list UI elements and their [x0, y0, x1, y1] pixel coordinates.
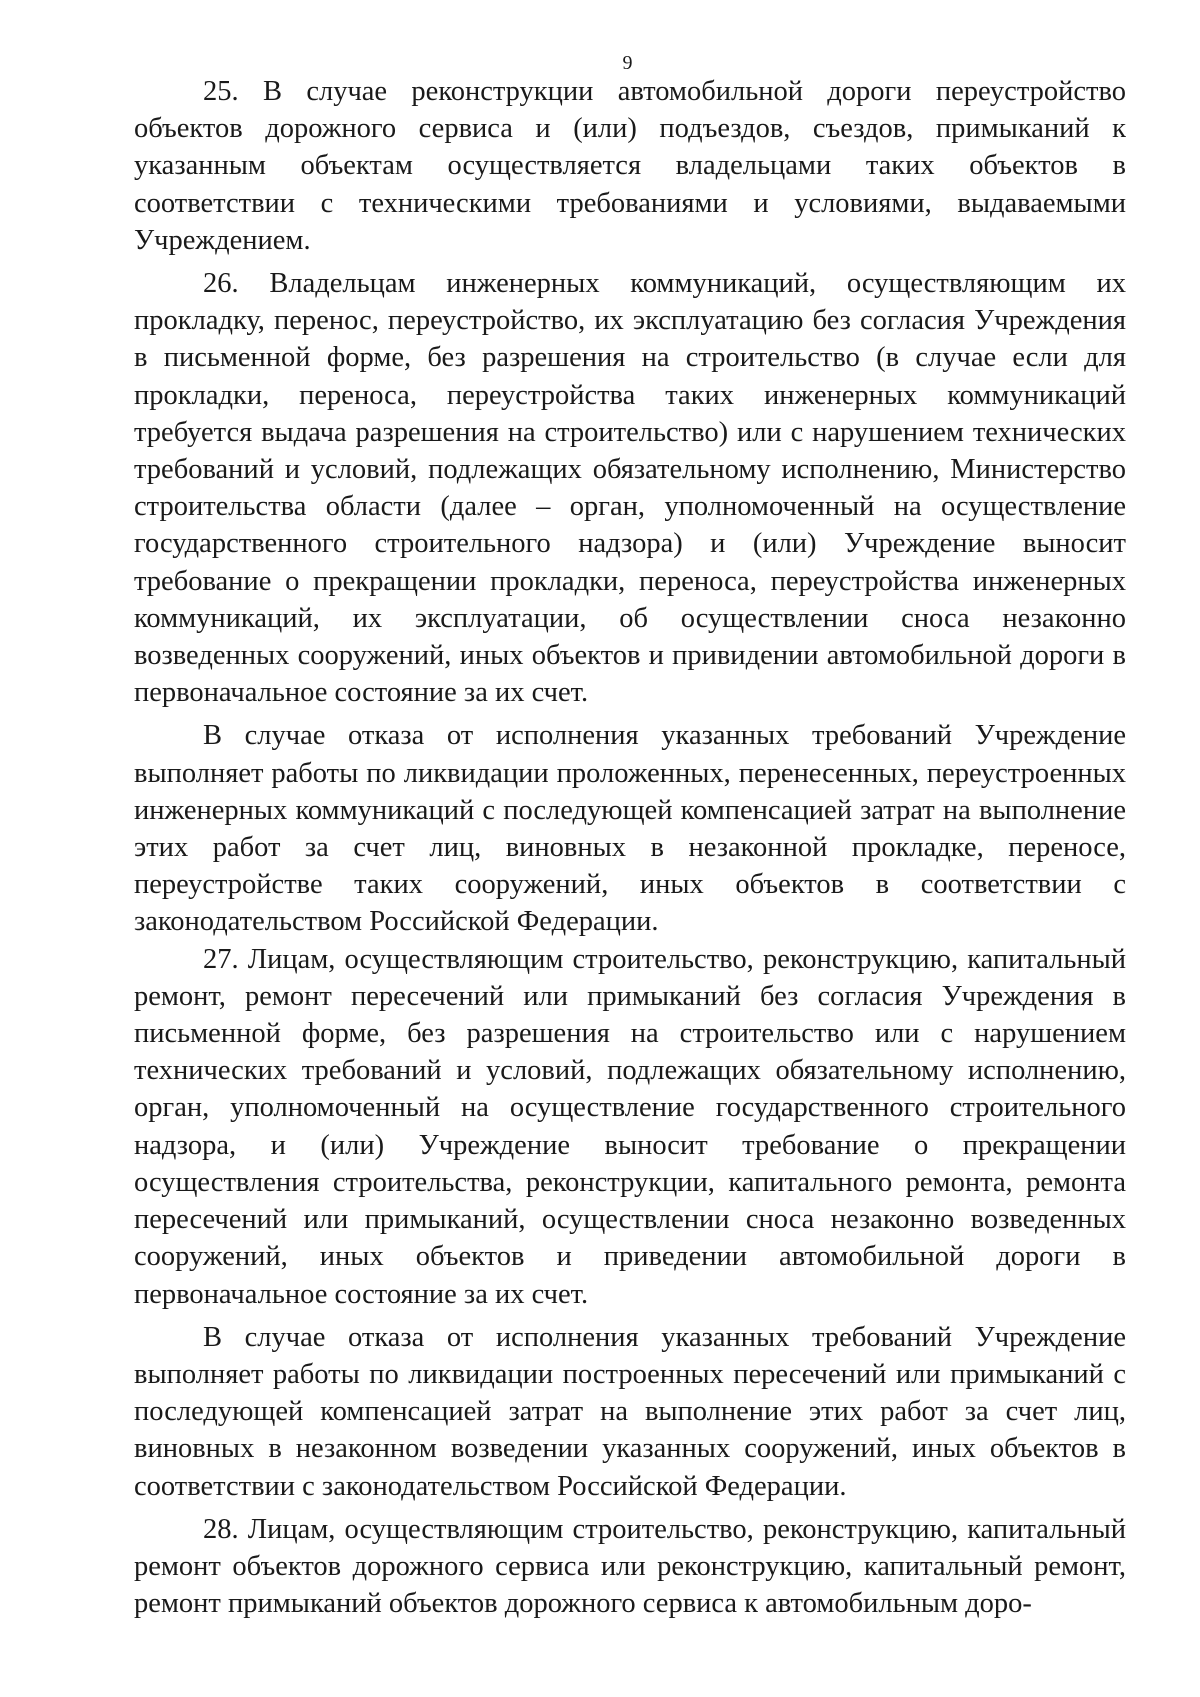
paragraph-26: 26. Владельцам инженерных коммуникаций, осуществляющим их прокладку, перенос, переустройство, их эксплуатацию без согласия Учреждения в письменной форме, без разрешения на строительство (в случае если для прокладки, переноса, переустройства таких инженерных коммуникаций требуется выдача разрешения на строительство) или с нарушением технических требований и условий, подлежащих обязательному исполнению, Министерство строительства области (далее – орган, уполномоченный на осуществление государственного строительного надзора) и (или) Учреждение выносит требование о прекращении прокладки, переноса, переустройства инженерных коммуникаций, их эксплуатации, об осуществлении сноса незаконно возведенных сооружений, иных объектов и привидении автомобильной дороги в первоначальное состояние за их счет. [134, 268, 1126, 709]
page-number: 9 [622, 52, 633, 74]
paragraph-25: 25. В случае реконструкции автомобильной дороги переустройство объектов дорожного сервиса и (или) подъездов, съездов, примыканий к указанным объектам осуществляется владельцами таких объектов в соответствии с техническими требованиями и условиями, выдаваемыми Учреждением. [134, 76, 1126, 256]
paragraph-27-refusal: В случае отказа от исполнения указанных требований Учреждение выполняет работы по ликвидации построенных пересечений или примыканий с последующей компенсацией затрат на выполнение этих работ за счет лиц, виновных в незаконном возведении указанных сооружений, иных объектов в соответствии с законодательством Российской Федерации. [134, 1321, 1126, 1502]
paragraph-27: 27. Лицам, осуществляющим строительство, реконструкцию, капитальный ремонт, ремонт пересечений или примыканий без согласия Учреждения в письменной форме, без разрешения на строительство или с нарушением технических требований и условий, подлежащих обязательному исполнению, орган, уполномоченный на осуществление государственного строительного надзора, и (или) Учреждение выносит требование о прекращении осуществления строительства, реконструкции, капитального ремонта, ремонта пересечений или примыканий, осуществлении сноса незаконно возведенных сооружений, иных объектов и приведении автомобильной дороги в первоначальное состояние за их счет. [134, 943, 1126, 1310]
paragraph-26-refusal: В случае отказа от исполнения указанных требований Учреждение выполняет работы по ликвидации проложенных, перенесенных, переустроенных инженерных коммуникаций с последующей компенсацией затрат на выполнение этих работ за счет лиц, виновных в незаконной прокладке, переносе, переустройстве таких сооружений, иных объектов в соответствии с законодательством Российской Федерации. [134, 720, 1126, 938]
document-body [134, 73, 1126, 1622]
paragraph-28: 28. Лицам, осуществляющим строительство, реконструкцию, капитальный ремонт объектов дорожного сервиса или реконструкцию, капитальный ремонт, ремонт примыканий объектов дорожного сервиса к автомобильным доро- [134, 1513, 1126, 1620]
